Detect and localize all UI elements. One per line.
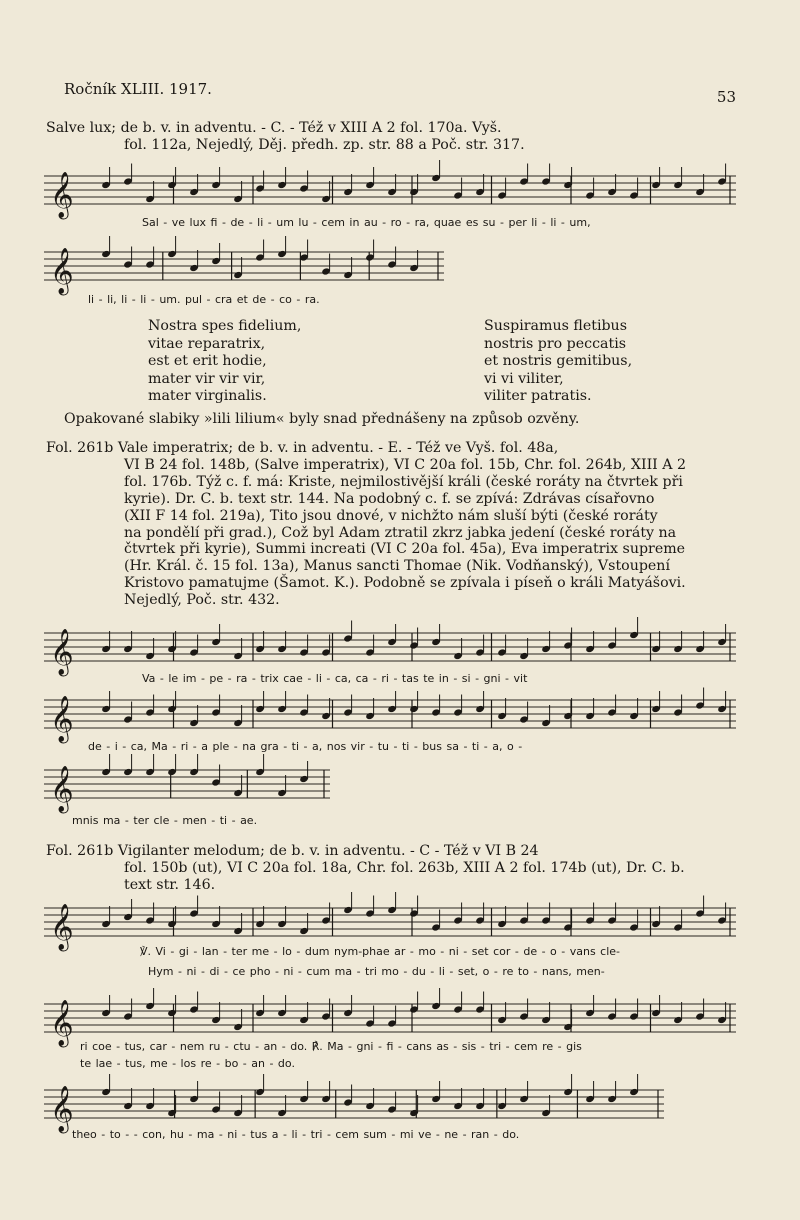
entry-line: Fol. 261b Vigilanter melodum; de b. v. in adventu. - C - Též v VI B 24 [46, 843, 539, 859]
lyrics-line: Sal - ve lux fi - de - li - um lu - cem in au - ro - ra, quae es su - per li - li - um, [142, 216, 591, 229]
entry-line: Nejedlý, Poč. str. 432. [124, 592, 280, 609]
entry-line: (XII F 14 fol. 219a), Tito jsou dnové, v nichžto nám sluší býti (české roráty [124, 507, 658, 524]
entry-line: čtvrtek při kyrie), Summi increati (VI C 20a fol. 45a), Eva imperatrix supreme [124, 541, 686, 558]
svg-text:𝄞: 𝄞 [50, 766, 74, 812]
svg-text:𝄞: 𝄞 [50, 696, 74, 742]
entry-line: Fol. 261b Vale imperatrix; de b. v. in adventu. - E. - Též ve Vyš. fol. 48a, [46, 440, 559, 456]
verse-line: nostris pro peccatis [484, 335, 627, 352]
music-staff [44, 900, 736, 950]
verse-line: mater virginalis. [148, 388, 267, 404]
verse-line: mater vir vir vir, [148, 370, 266, 387]
entry-line: Salve lux; de b. v. in adventu. - C. - Též v XIII A 2 fol. 170a. Vyš. [46, 120, 502, 136]
running-head: Ročník XLIII. 1917. [64, 80, 212, 98]
entry-line: Kristovo pamatujme (Šamot. K.). Podobně se zpívala i píseň o králi Matyášovi. [124, 575, 686, 592]
music-staff [44, 762, 330, 812]
entry-line: na pondělí při grad.), Což byl Adam ztratil zkrz jabka jedení (české roráty na [124, 524, 677, 541]
lyrics-line: te lae - tus, me - los re - bo - an - do. [80, 1057, 295, 1070]
music-staff [44, 692, 736, 742]
footnote-line: Opakované slabiky »lili lilium« byly snad přednášeny na způsob ozvěny. [64, 411, 580, 427]
music-staff [44, 244, 444, 294]
entry-line: VI B 24 fol. 148b, (Salve imperatrix), VI C 20a fol. 15b, Chr. fol. 264b, XIII A 2 [124, 456, 687, 473]
staff-lines [44, 762, 330, 812]
entry-line: (Hr. Král. č. 15 fol. 13a), Manus sancti Thomae (Nik. Vodňanský), Vstoupení [124, 558, 670, 575]
staff-lines [44, 625, 736, 675]
staff-lines [44, 1082, 664, 1132]
verse-line: est et erit hodie, [148, 353, 267, 369]
verse-line: Suspiramus fletibus [484, 318, 627, 334]
music-staff [44, 168, 736, 218]
svg-text:𝄞: 𝄞 [50, 1000, 74, 1046]
lyrics-line: theo - to - - con, hu - ma - ni - tus a - li - tri - cem sum - mi ve - ne - ran - do. [72, 1128, 520, 1141]
verse-line: vi vi viliter, [484, 370, 564, 387]
verse-line: et nostris gemitibus, [484, 353, 633, 369]
staff-lines [44, 168, 736, 218]
verse-left [148, 318, 301, 406]
entry-line: fol. 112a, Nejedlý, Děj. předh. zp. str. 88 a Poč. str. 317. [124, 136, 525, 153]
lyrics-line: Hym - ni - di - ce pho - ni - cum ma - tri mo - du - li - set, o - re to - nans, men- [148, 965, 605, 978]
music-staff [44, 996, 736, 1046]
svg-text:𝄞: 𝄞 [50, 629, 74, 675]
staff-lines [44, 900, 736, 950]
entry-vigilanter [46, 843, 746, 894]
lyrics-line: ri coe - tus, car - nem ru - ctu - an - do. ℟. Ma - gni - fi - cans as - sis - tri - cem re - gis [80, 1040, 582, 1053]
entry-vale-imperatrix [46, 440, 746, 609]
entry-line: fol. 176b. Týž c. f. má: Kriste, nejmilostivější králi (české roráty na čtvrtek při [124, 473, 683, 490]
lyrics-line: mnis ma - ter cle - men - ti - ae. [72, 814, 258, 827]
lyrics-line: li - li, li - li - um. pul - cra et de - co - ra. [88, 293, 320, 306]
music-staff [44, 1082, 664, 1132]
verse-right [484, 318, 632, 406]
svg-text:𝄞: 𝄞 [50, 172, 74, 218]
lyrics-line: de - i - ca, Ma - ri - a ple - na gra - ti - a, nos vir - tu - ti - bus sa - ti - a, o - [88, 740, 523, 753]
entry-line: text str. 146. [124, 877, 216, 893]
page-number: 53 [716, 88, 736, 106]
entry-line: fol. 150b (ut), VI C 20a fol. 18a, Chr. fol. 263b, XIII A 2 fol. 174b (ut), Dr. C. b. [124, 860, 685, 876]
music-staff [44, 625, 736, 675]
verse-line: viliter patratis. [484, 388, 592, 404]
verse-line: vitae reparatrix, [148, 335, 266, 352]
svg-text:𝄞: 𝄞 [50, 248, 74, 294]
staff-lines [44, 692, 736, 742]
svg-text:𝄞: 𝄞 [50, 904, 74, 950]
entry-salve-lux [46, 120, 746, 153]
entry-line: kyrie). Dr. C. b. text str. 144. Na podobný c. f. se zpívá: Zdrávas císařovno [124, 490, 655, 507]
lyrics-line: Va - le im - pe - ra - trix cae - li - ca, ca - ri - tas te in - si - gni - vit [142, 672, 528, 685]
svg-text:𝄞: 𝄞 [50, 1086, 74, 1132]
staff-lines [44, 996, 736, 1046]
lyrics-line: ℣. Vi - gi - lan - ter me - lo - dum nym-phae ar - mo - ni - set cor - de - o - vans cle- [140, 945, 621, 958]
verse-line: Nostra spes fidelium, [148, 318, 302, 334]
staff-lines [44, 244, 444, 294]
